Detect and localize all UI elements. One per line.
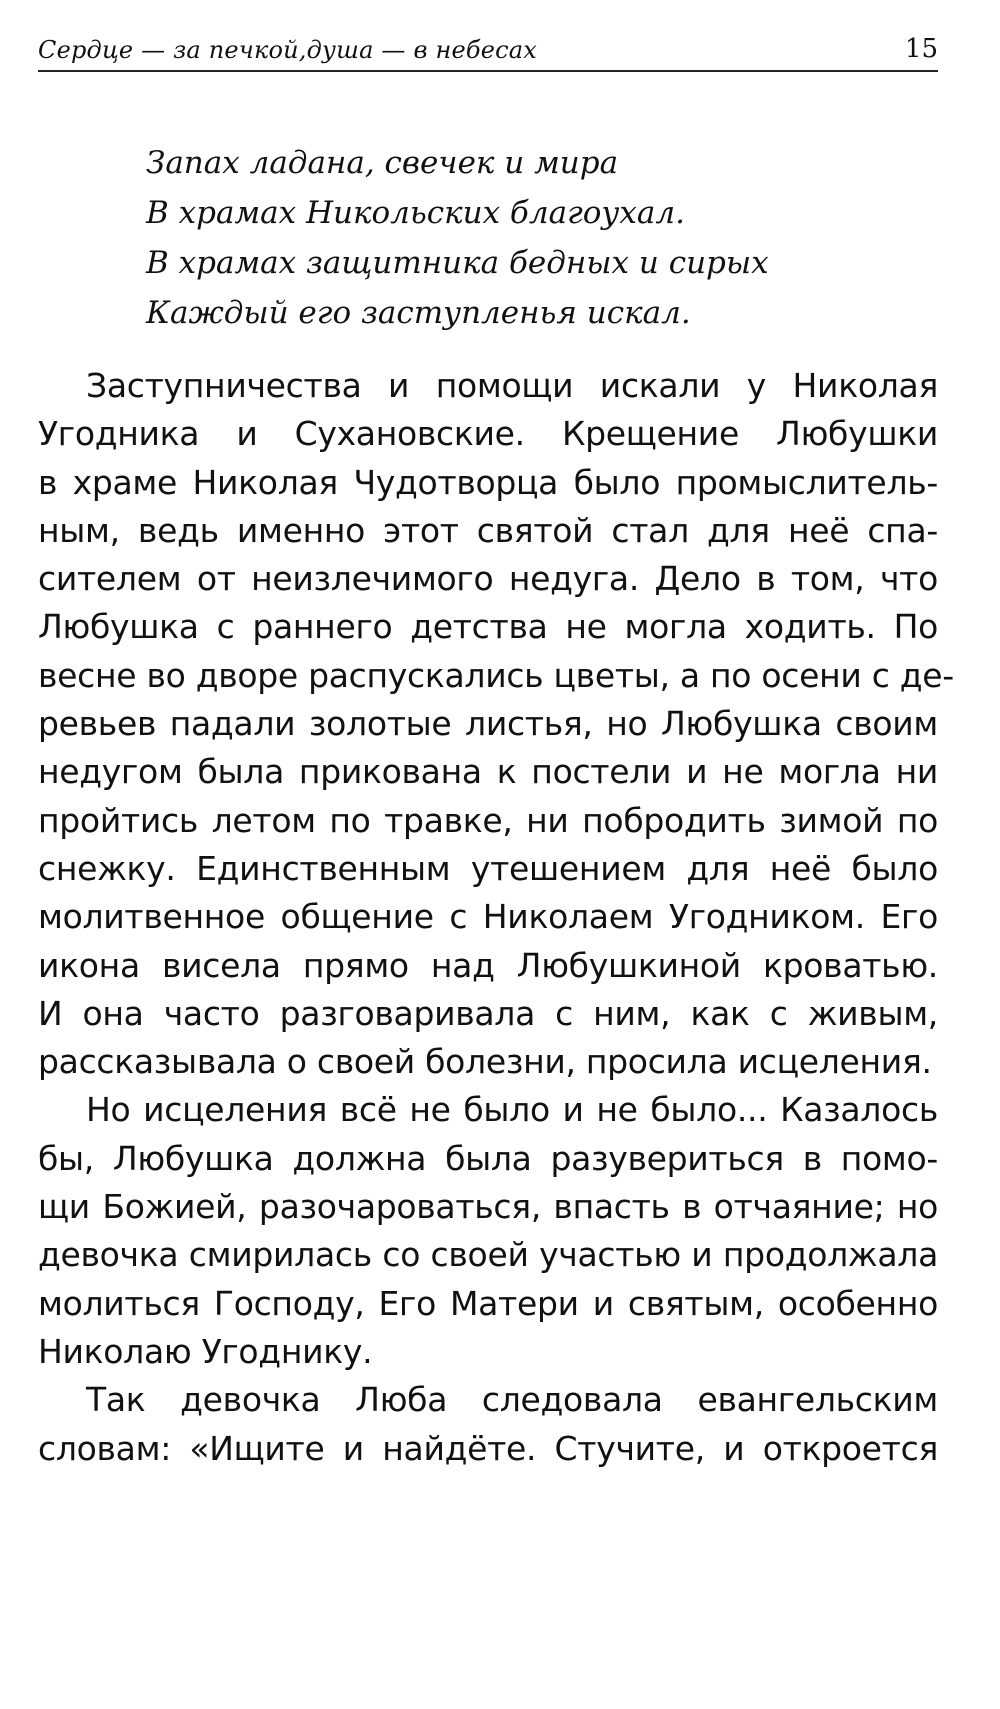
page-number: 15	[904, 34, 938, 64]
text-line: Николаю Угоднику.	[38, 1331, 373, 1371]
body-text	[38, 362, 954, 1473]
paragraph-3	[38, 1376, 938, 1473]
text-line: Так девочка Люба следовала евангельским	[86, 1380, 938, 1420]
poem-line: Каждый его заступленья искал.	[146, 295, 691, 331]
poem-line: В храмах защитника бедных и сирых	[146, 245, 769, 281]
text-line: Угодника и Сухановские. Крещение Любушки	[38, 414, 938, 454]
text-line: сителем от неизлечимого недуга. Дело в том, что	[38, 559, 938, 599]
text-line: ревьев падали золотые листья, но Любушка своим	[38, 704, 938, 744]
text-line: икона висела прямо над Любушкиной кроватью.	[38, 945, 938, 985]
running-header-title: Сердце — за печкой,душа — в небесах	[38, 36, 538, 64]
text-line: недугом была прикована к постели и не могла ни	[38, 752, 938, 792]
text-line: молиться Господу, Его Матери и святым, особенно	[38, 1283, 938, 1323]
text-line: весне во дворе распускались цветы, а по осени с де-	[38, 655, 954, 695]
paragraph-2	[38, 1086, 938, 1376]
text-line: Но исцеления всё не было и не было... Казалось	[86, 1090, 938, 1130]
running-header	[38, 20, 938, 72]
text-line: И она часто разговаривала с ним, как с живым,	[38, 993, 938, 1033]
text-line: рассказывала о своей болезни, просила исцеления.	[38, 1042, 932, 1082]
text-line: пройтись летом по травке, ни побродить зимой по	[38, 800, 938, 840]
text-line: снежку. Единственным утешением для неё было	[38, 848, 938, 888]
text-line: молитвенное общение с Николаем Угодником. Его	[38, 897, 938, 937]
poem-line: В храмах Никольских благоухал.	[146, 195, 685, 231]
book-page	[38, 20, 954, 1680]
text-line: в храме Николая Чудотворца было промыслитель-	[38, 462, 938, 502]
text-line: щи Божией, разочароваться, впасть в отчаяние; но	[38, 1187, 938, 1227]
text-line: ным, ведь именно этот святой стал для неё спа-	[38, 510, 938, 550]
text-line: Любушка с раннего детства не могла ходить. По	[38, 607, 938, 647]
text-line: Заступничества и помощи искали у Николая	[86, 366, 938, 405]
poem-epigraph	[146, 138, 906, 338]
paragraph-1	[38, 362, 954, 1086]
text-line: бы, Любушка должна была разувериться в помо-	[38, 1138, 938, 1178]
poem-line: Запах ладана, свечек и мира	[146, 145, 619, 181]
text-line: девочка смирилась со своей участью и продолжала	[38, 1235, 938, 1275]
text-line: словам: «Ищите и найдёте. Стучите, и откроется	[38, 1428, 938, 1468]
